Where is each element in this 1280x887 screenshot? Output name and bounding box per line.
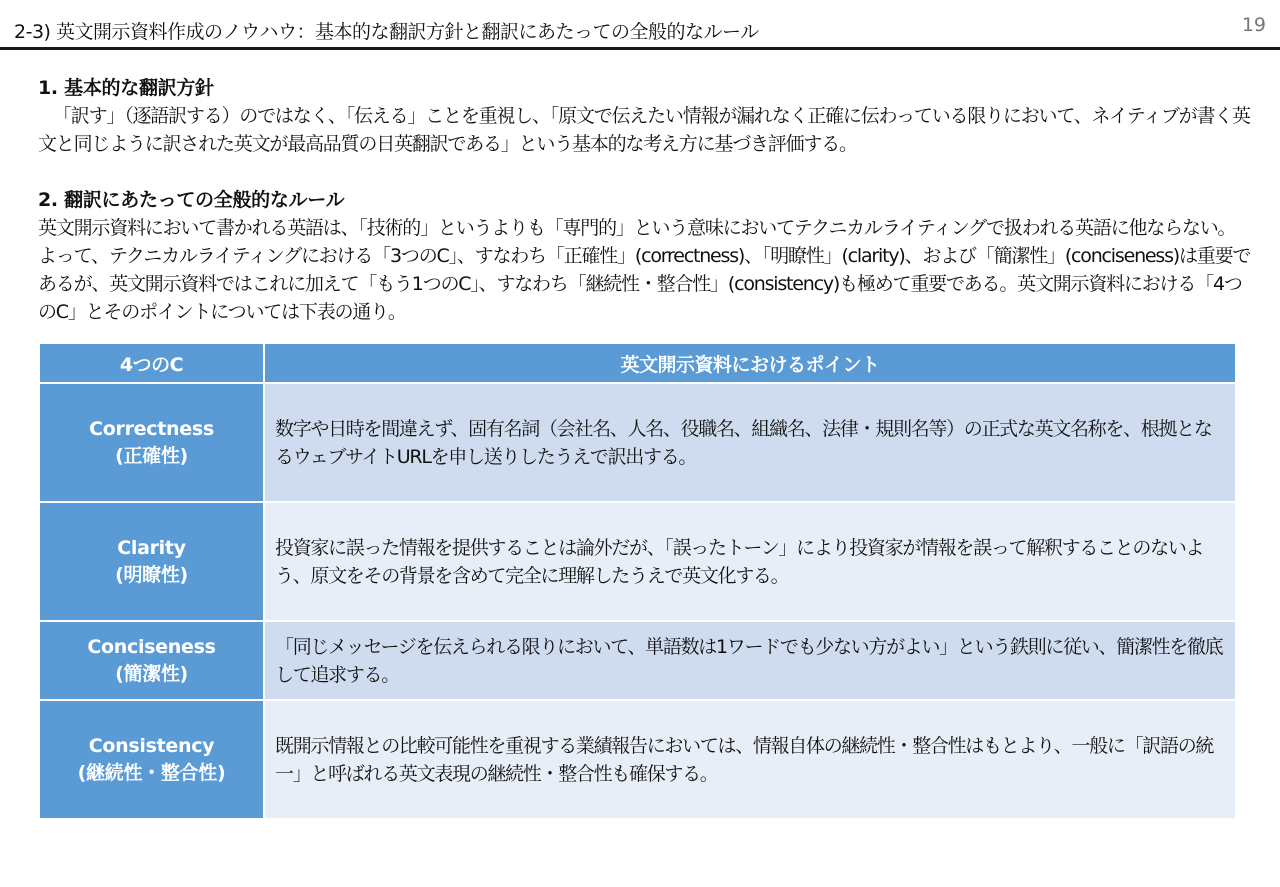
section2-body: 英文開示資料において書かれる英語は、「技術的」というよりも「専門的」という意味においてテクニカルライティングで扱われる英語に他ならない。よって、テクニカルライティングにおける「3つのC」、すなわち「正確性」(correctness)、「明瞭性」(clarity)、および「簡潔性」(conciseness)は重要であるが、英文開示資料ではこれに加えて「もう1つのC」、すなわち「継続性・整合性」(consistency)も極めて重要である。英文開示資料における「4つのC」とそのポイントについては下表の通り。 [38,217,1251,323]
term-cell [39,502,264,621]
table-row [39,502,1236,621]
four-c-table [38,342,1237,820]
term-ja: (明瞭性) [115,563,188,586]
term-cell [39,700,264,819]
section1-heading: 1. 基本的な翻訳方針 [38,77,214,99]
slide-header [0,0,1280,50]
desc-cell: 数字や日時を間違えず、固有名詞（会社名、人名、役職名、組織名、法律・規則名等）の正式な英文名称を、根拠となるウェブサイトURLを申し送りしたうえで訳出する。 [264,383,1236,502]
term-ja: (簡潔性) [115,662,188,685]
term-en: Clarity [117,536,186,559]
desc-cell: 「同じメッセージを伝えられる限りにおいて、単語数は1ワードでも少ない方がよい」という鉄則に従い、簡潔性を徹底して追求する。 [264,621,1236,700]
term-cell [39,621,264,700]
section2-heading: 2. 翻訳にあたっての全般的なルール [38,189,345,211]
table-header-point: 英文開示資料におけるポイント [264,343,1236,383]
table-row [39,700,1236,819]
desc-cell: 既開示情報との比較可能性を重視する業績報告においては、情報自体の継続性・整合性はもとより、一般に「訳語の統一」と呼ばれる英文表現の継続性・整合性も確保する。 [264,700,1236,819]
slide-title: 2-3) 英文開示資料作成のノウハウ：基本的な翻訳方針と翻訳にあたっての全般的なルール [14,21,759,43]
table-row [39,383,1236,502]
term-ja: (継続性・整合性) [77,761,226,784]
term-en: Correctness [89,417,214,440]
table-header-row [39,343,1236,383]
slide-content [38,74,1253,326]
desc-cell: 投資家に誤った情報を提供することは論外だが、「誤ったトーン」により投資家が情報を誤って解釈することのないよう、原文をその背景を含めて完全に理解したうえで英文化する。 [264,502,1236,621]
table-row [39,621,1236,700]
term-en: Conciseness [87,635,216,658]
page-number: 19 [1241,14,1266,36]
table-header-term: 4つのC [39,343,264,383]
term-en: Consistency [88,734,215,757]
term-ja: (正確性) [115,444,188,467]
section1-body: 「訳す」（逐語訳する）のではなく、「伝える」ことを重視し、「原文で伝えたい情報が漏れなく正確に伝わっている限りにおいて、ネイティブが書く英文と同じように訳された英文が最高品質の日英翻訳である」という基本的な考え方に基づき評価する。 [38,105,1250,155]
term-cell [39,383,264,502]
